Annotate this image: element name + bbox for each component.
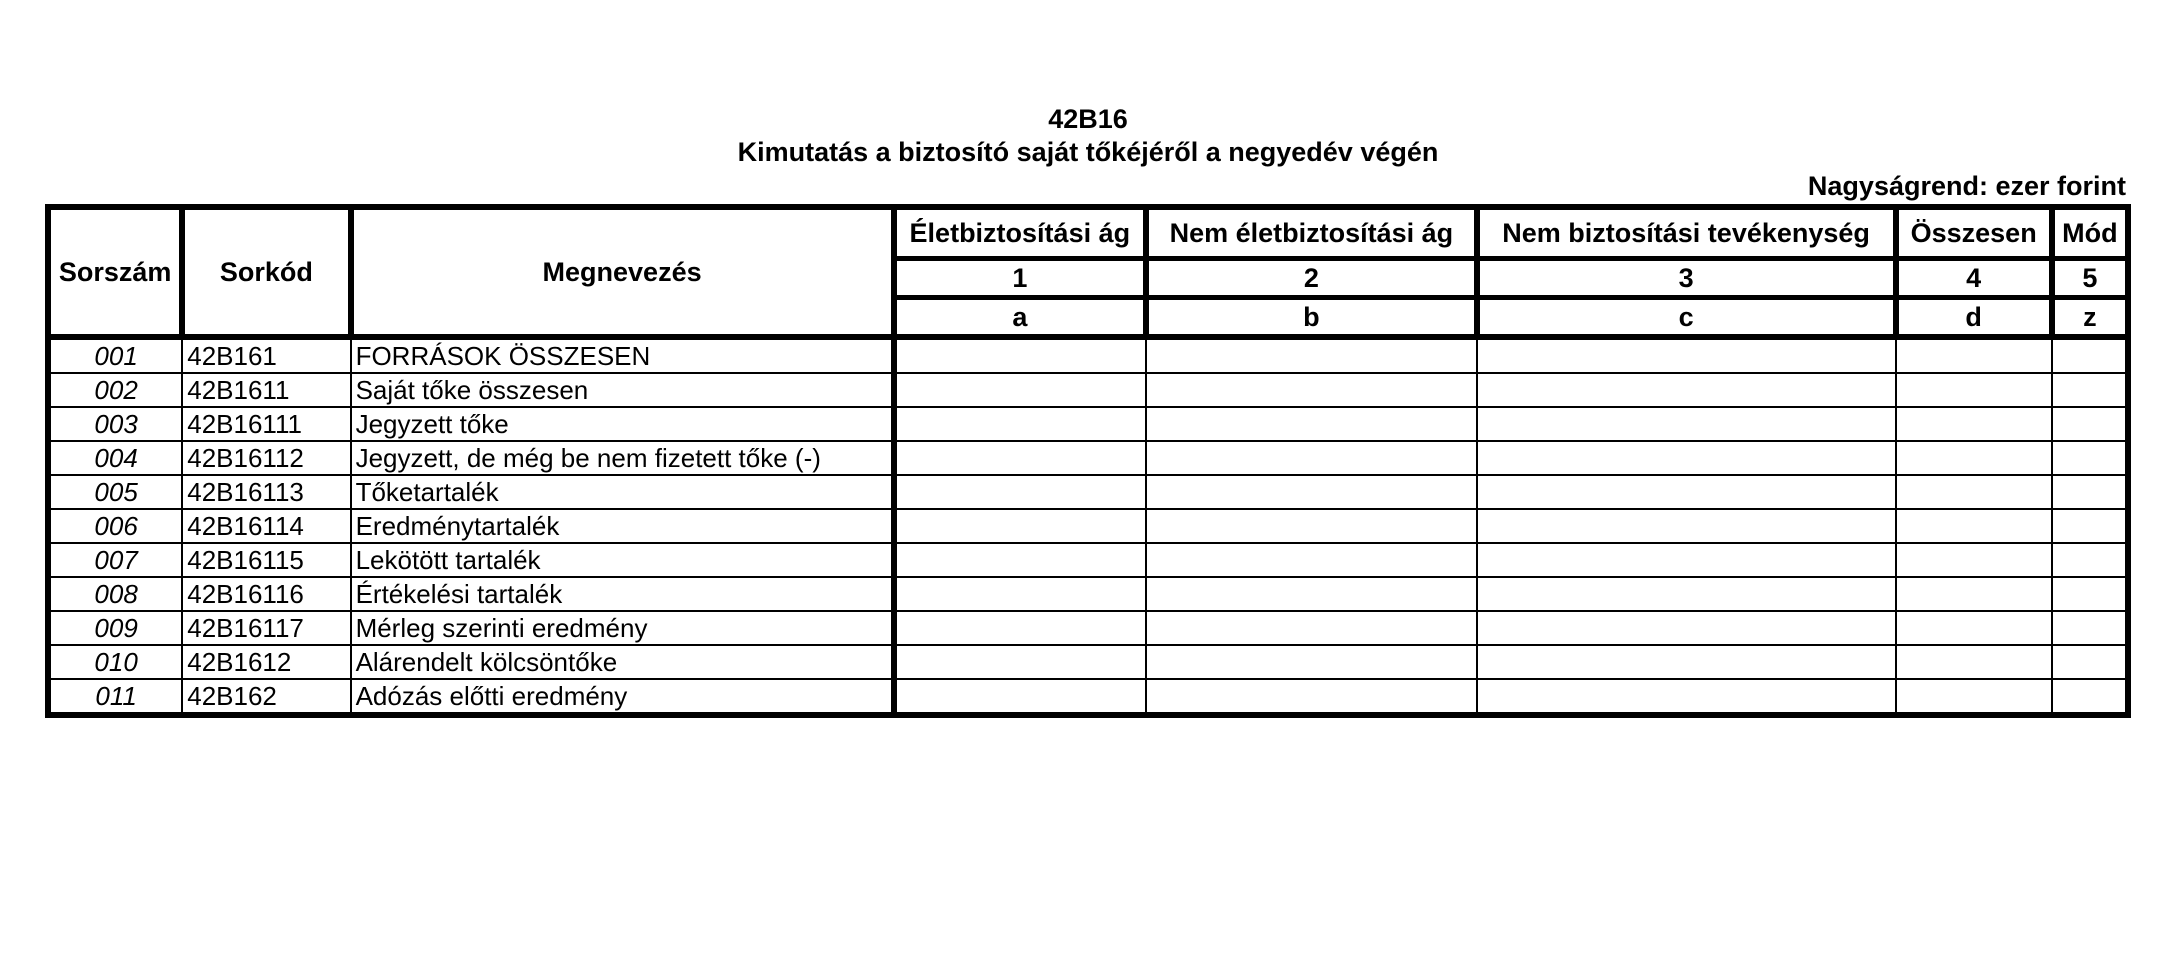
header-sorszam: Sorszám: [48, 207, 182, 337]
table-row: [48, 441, 2128, 475]
row-sorkod: 42B16114: [182, 509, 350, 543]
header-letter-b: b: [1146, 298, 1477, 338]
cell-col-1[interactable]: [894, 509, 1146, 543]
cell-col-4[interactable]: [1896, 645, 2052, 679]
cell-col-2[interactable]: [1146, 373, 1477, 407]
cell-col-1[interactable]: [894, 577, 1146, 611]
row-sorkod: 42B1611: [182, 373, 350, 407]
row-sorkod: 42B161: [182, 337, 350, 373]
row-megnevezes: Adózás előtti eredmény: [351, 679, 894, 715]
row-sorkod: 42B16112: [182, 441, 350, 475]
report-table: [45, 204, 2131, 718]
row-megnevezes: Jegyzett, de még be nem fizetett tőke (-): [351, 441, 894, 475]
header-megnevezes: Megnevezés: [351, 207, 894, 337]
cell-col-4[interactable]: [1896, 543, 2052, 577]
row-sorkod: 42B162: [182, 679, 350, 715]
row-sorszam: 008: [48, 577, 182, 611]
header-num-5: 5: [2052, 259, 2128, 298]
header-num-2: 2: [1146, 259, 1477, 298]
cell-col-4[interactable]: [1896, 509, 2052, 543]
cell-col-5[interactable]: [2052, 679, 2128, 715]
cell-col-5[interactable]: [2052, 577, 2128, 611]
cell-col-2[interactable]: [1146, 645, 1477, 679]
cell-col-2[interactable]: [1146, 407, 1477, 441]
cell-col-4[interactable]: [1896, 337, 2052, 373]
cell-col-5[interactable]: [2052, 407, 2128, 441]
cell-col-1[interactable]: [894, 337, 1146, 373]
cell-col-3[interactable]: [1477, 577, 1896, 611]
cell-col-3[interactable]: [1477, 509, 1896, 543]
cell-col-1[interactable]: [894, 543, 1146, 577]
cell-col-5[interactable]: [2052, 645, 2128, 679]
cell-col-4[interactable]: [1896, 611, 2052, 645]
table-row: [48, 337, 2128, 373]
cell-col-2[interactable]: [1146, 441, 1477, 475]
header-sorkod: Sorkód: [182, 207, 350, 337]
table-row: [48, 509, 2128, 543]
report-code: 42B16: [1048, 104, 1128, 134]
header-letter-c: c: [1477, 298, 1896, 338]
cell-col-1[interactable]: [894, 407, 1146, 441]
cell-col-3[interactable]: [1477, 679, 1896, 715]
cell-col-5[interactable]: [2052, 543, 2128, 577]
row-sorszam: 005: [48, 475, 182, 509]
cell-col-2[interactable]: [1146, 509, 1477, 543]
row-sorszam: 010: [48, 645, 182, 679]
cell-col-4[interactable]: [1896, 373, 2052, 407]
row-sorszam: 006: [48, 509, 182, 543]
row-sorkod: 42B16116: [182, 577, 350, 611]
cell-col-2[interactable]: [1146, 577, 1477, 611]
header-col-1: Életbiztosítási ág: [894, 207, 1146, 259]
cell-col-3[interactable]: [1477, 611, 1896, 645]
cell-col-3[interactable]: [1477, 475, 1896, 509]
table-row: [48, 645, 2128, 679]
row-sorszam: 009: [48, 611, 182, 645]
cell-col-1[interactable]: [894, 373, 1146, 407]
row-megnevezes: Jegyzett tőke: [351, 407, 894, 441]
row-megnevezes: Alárendelt kölcsöntőke: [351, 645, 894, 679]
header-row-labels: [48, 207, 2128, 259]
cell-col-5[interactable]: [2052, 611, 2128, 645]
cell-col-2[interactable]: [1146, 475, 1477, 509]
row-sorkod: 42B1612: [182, 645, 350, 679]
cell-col-2[interactable]: [1146, 679, 1477, 715]
row-sorkod: 42B16113: [182, 475, 350, 509]
row-sorszam: 002: [48, 373, 182, 407]
header-letter-d: d: [1896, 298, 2052, 338]
cell-col-4[interactable]: [1896, 441, 2052, 475]
table-row: [48, 611, 2128, 645]
row-megnevezes: Eredménytartalék: [351, 509, 894, 543]
header-num-1: 1: [894, 259, 1146, 298]
table-header: [48, 207, 2128, 337]
row-sorszam: 004: [48, 441, 182, 475]
header-col-2: Nem életbiztosítási ág: [1146, 207, 1477, 259]
report-title: Kimutatás a biztosító saját tőkéjéről a negyedév végén: [737, 137, 1439, 167]
table-row: [48, 373, 2128, 407]
cell-col-2[interactable]: [1146, 337, 1477, 373]
cell-col-4[interactable]: [1896, 577, 2052, 611]
table-row: [48, 475, 2128, 509]
cell-col-3[interactable]: [1477, 645, 1896, 679]
cell-col-3[interactable]: [1477, 407, 1896, 441]
cell-col-3[interactable]: [1477, 373, 1896, 407]
header-col-4: Összesen: [1896, 207, 2052, 259]
table-row: [48, 577, 2128, 611]
cell-col-1[interactable]: [894, 645, 1146, 679]
row-sorszam: 007: [48, 543, 182, 577]
cell-col-5[interactable]: [2052, 373, 2128, 407]
cell-col-4[interactable]: [1896, 679, 2052, 715]
cell-col-3[interactable]: [1477, 337, 1896, 373]
cell-col-5[interactable]: [2052, 509, 2128, 543]
cell-col-4[interactable]: [1896, 475, 2052, 509]
table-row: [48, 407, 2128, 441]
row-sorkod: 42B16111: [182, 407, 350, 441]
row-sorkod: 42B16117: [182, 611, 350, 645]
cell-col-3[interactable]: [1477, 441, 1896, 475]
cell-col-5[interactable]: [2052, 337, 2128, 373]
row-megnevezes: Saját tőke összesen: [351, 373, 894, 407]
cell-col-1[interactable]: [894, 679, 1146, 715]
row-megnevezes: Értékelési tartalék: [351, 577, 894, 611]
row-megnevezes: Lekötött tartalék: [351, 543, 894, 577]
header-num-4: 4: [1896, 259, 2052, 298]
header-col-5: Mód: [2052, 207, 2128, 259]
cell-col-5[interactable]: [2052, 475, 2128, 509]
row-megnevezes: Tőketartalék: [351, 475, 894, 509]
header-num-3: 3: [1477, 259, 1896, 298]
cell-col-1[interactable]: [894, 441, 1146, 475]
row-sorszam: 003: [48, 407, 182, 441]
cell-col-2[interactable]: [1146, 611, 1477, 645]
cell-col-1[interactable]: [894, 475, 1146, 509]
unit-label: Nagyságrend: ezer forint: [1807, 171, 2126, 201]
row-megnevezes: Mérleg szerinti eredmény: [351, 611, 894, 645]
cell-col-2[interactable]: [1146, 543, 1477, 577]
cell-col-3[interactable]: [1477, 543, 1896, 577]
row-sorszam: 001: [48, 337, 182, 373]
table-row: [48, 543, 2128, 577]
table-body: [48, 337, 2128, 715]
row-sorszam: 011: [48, 679, 182, 715]
row-sorkod: 42B16115: [182, 543, 350, 577]
header-letter-z: z: [2052, 298, 2128, 338]
cell-col-1[interactable]: [894, 611, 1146, 645]
header-col-3: Nem biztosítási tevékenység: [1477, 207, 1896, 259]
header-letter-a: a: [894, 298, 1146, 338]
cell-col-5[interactable]: [2052, 441, 2128, 475]
table-row: [48, 679, 2128, 715]
row-megnevezes: FORRÁSOK ÖSSZESEN: [351, 337, 894, 373]
cell-col-4[interactable]: [1896, 407, 2052, 441]
